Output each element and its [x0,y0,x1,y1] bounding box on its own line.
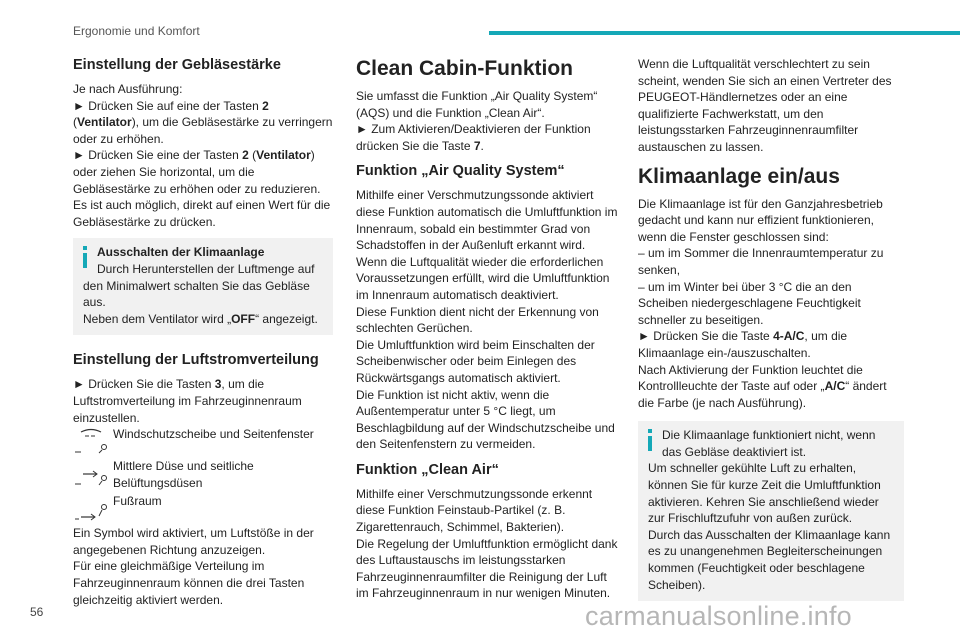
center-vent-icon [73,458,109,486]
air-option-label: Fußraum [113,494,162,509]
air-distribution-p1: Ein Symbol wird aktiviert, um Luftstöße in der angegebenen Richtung anzuzeigen. [73,526,314,557]
column-3 [638,56,904,613]
watermark: carmanualsonline.info [585,601,852,631]
clean-cabin-step: ► Zum Aktivieren/Deaktivieren der Funktion drücken Sie die Taste 7. [356,122,591,153]
clean-cabin-intro: Sie umfasst die Funktion „Air Quality System“ (AQS) und die Funktion „Clean Air“. [356,89,598,120]
air-option-center [73,458,333,491]
column-2 [356,56,622,602]
info-icon [83,246,87,268]
air-distribution-heading: Einstellung der Luftstromverteilung [73,352,319,369]
clean-cabin-heading: Clean Cabin-Funktion [356,57,573,80]
air-distribution-p2: Für eine gleichmäßige Verteilung im Fahrzeuginnenraum können die drei Tasten gleichzeitig aktiviert werden. [73,559,305,607]
column-1 [73,56,333,608]
info-box-ac-off [73,238,333,335]
ac-light-paragraph: Nach Aktivierung der Funktion leuchtet die Kontrollleuchte der Taste auf oder „A/C“ ändert die Farbe (je nach Ausführung). [638,362,887,410]
header-accent-bar [489,31,960,35]
ac-heading: Klimaanlage ein/aus [638,164,840,188]
info-box-ac [638,421,904,601]
air-option-windscreen [73,426,333,456]
air-option-label: Windschutzscheibe und Seitenfenster [113,427,314,442]
aqs-paragraph-5: Die Funktion ist nicht aktiv, wenn die Außentemperatur unter 5 °C liegt, um Beschlagbildung auf der Windschutzscheibe und den Seitenfenstern zu vermeiden. [356,387,615,452]
windscreen-vent-icon [73,426,109,454]
header-title: Ergonomie und Komfort [73,24,200,38]
info-box-ac-line-3: Durch das Ausschalten der Klimaanlage kann es zu unangenehmen Begleiterscheinungen kommen (Feuchtigkeit oder beschlagene Scheiben). [648,527,891,592]
blower-note: Es ist auch möglich, direkt auf einen Wert für die Gebläsestärke zu drücken. [73,198,331,229]
info-box-ac-line-2: Um schneller gekühlte Luft zu erhalten, können Sie für kurze Zeit die Umluftfunktion aktivieren. Kehren Sie anschließend wieder zur Frischluftzufuhr von außen zurück. [648,461,881,526]
air-option-label: Mittlere Düse und seitliche Belüftungsdüsen [113,459,254,490]
filter-paragraph: Wenn die Luftqualität verschlechtert zu sein scheint, wenden Sie sich an einen Vertreter des PEUGEOT-Händlernetzes oder an eine qualifizierte Fachwerkstatt, um den leistungsstarken Fahrzeuginnenraumfilter austauschen zu lassen. [638,57,892,154]
clean-air-paragraph-1: Mithilfe einer Verschmutzungssonde erkennt diese Funktion Feinstaub-Partikel (z. B. Zigarettenrauch, Schimmel, Bakterien). [356,486,593,535]
blower-heading: Einstellung der Gebläsestärke [73,57,281,73]
ac-intro: Die Klimaanlage ist für den Ganzjahresbetrieb gedacht und kann nur effizient funktionieren, wenn die Fenster geschlossen sind: [638,196,883,244]
ac-step: ► Drücken Sie die Taste 4-A/C, um die Klimaanlage ein-/auszuschalten. [638,329,848,360]
info-icon [648,429,652,451]
air-option-footwell [73,493,333,523]
blower-step-2: ► Drücken Sie eine der Tasten 2 (Ventilator) oder ziehen Sie horizontal, um die Gebläsestärke zu erhöhen oder zu reduzieren. [73,148,321,196]
blower-step-1: ► Drücken Sie auf eine der Tasten 2 (Ventilator), um die Gebläsestärke zu verringern oder zu erhöhen. [73,98,333,146]
aqs-heading: Funktion „Air Quality System“ [356,163,565,180]
clean-air-paragraph-2: Die Regelung der Umluftfunktion ermöglicht dank des Luftaustauschs im leistungsstarken Fahrzeuginnenraumfilter die Reinigung der Luft im Fahrzeuginnenraum in nur wenigen Minuten. [356,536,618,601]
info-box-line-2: Neben dem Ventilator wird „OFF“ angezeigt. [83,311,318,326]
aqs-paragraph-4: Die Umluftfunktion wird beim Einschalten der Scheibenwischer oder beim Einlegen des Rückwärtsgangs automatisch aktiviert. [356,337,595,385]
ac-dash-2: – um im Winter bei über 3 °C die an den Scheiben niedergeschlagene Feuchtigkeit schneller zu beseitigen. [638,279,861,327]
blower-intro: Je nach Ausführung: [73,82,183,96]
info-box-ac-line-1: Die Klimaanlage funktioniert nicht, wenn das Gebläse deaktiviert ist. [662,428,876,459]
page-number: 56 [30,605,44,619]
clean-air-heading: Funktion „Clean Air“ [356,461,499,478]
info-box-title: Ausschalten der Klimaanlage [97,245,265,260]
air-distribution-step: ► Drücken Sie die Tasten 3, um die Luftstromverteilung im Fahrzeuginnenraum einzustellen. [73,377,302,425]
info-box-line-1: Durch Herunterstellen der Luftmenge auf den Minimalwert schalten Sie das Gebläse aus. [83,261,315,310]
aqs-paragraph-3: Diese Funktion dient nicht der Erkennung von schlechten Gerüchen. [356,304,599,336]
aqs-paragraph-2: Wenn die Luftqualität wieder die erforderlichen Voraussetzungen erfüllt, wird die Umluftfunktion im Innenraum automatisch deaktiviert. [356,254,610,302]
aqs-paragraph-1: Mithilfe einer Verschmutzungssonde aktiviert diese Funktion automatisch die Umluftfunktion im Innenraum, sobald ein bestimmter Grad von Schadstoffen in der Außenluft erkannt wird. [356,188,618,253]
ac-dash-1: – um im Sommer die Innenraumtemperatur zu senken, [638,246,884,277]
footwell-vent-icon [73,493,109,521]
